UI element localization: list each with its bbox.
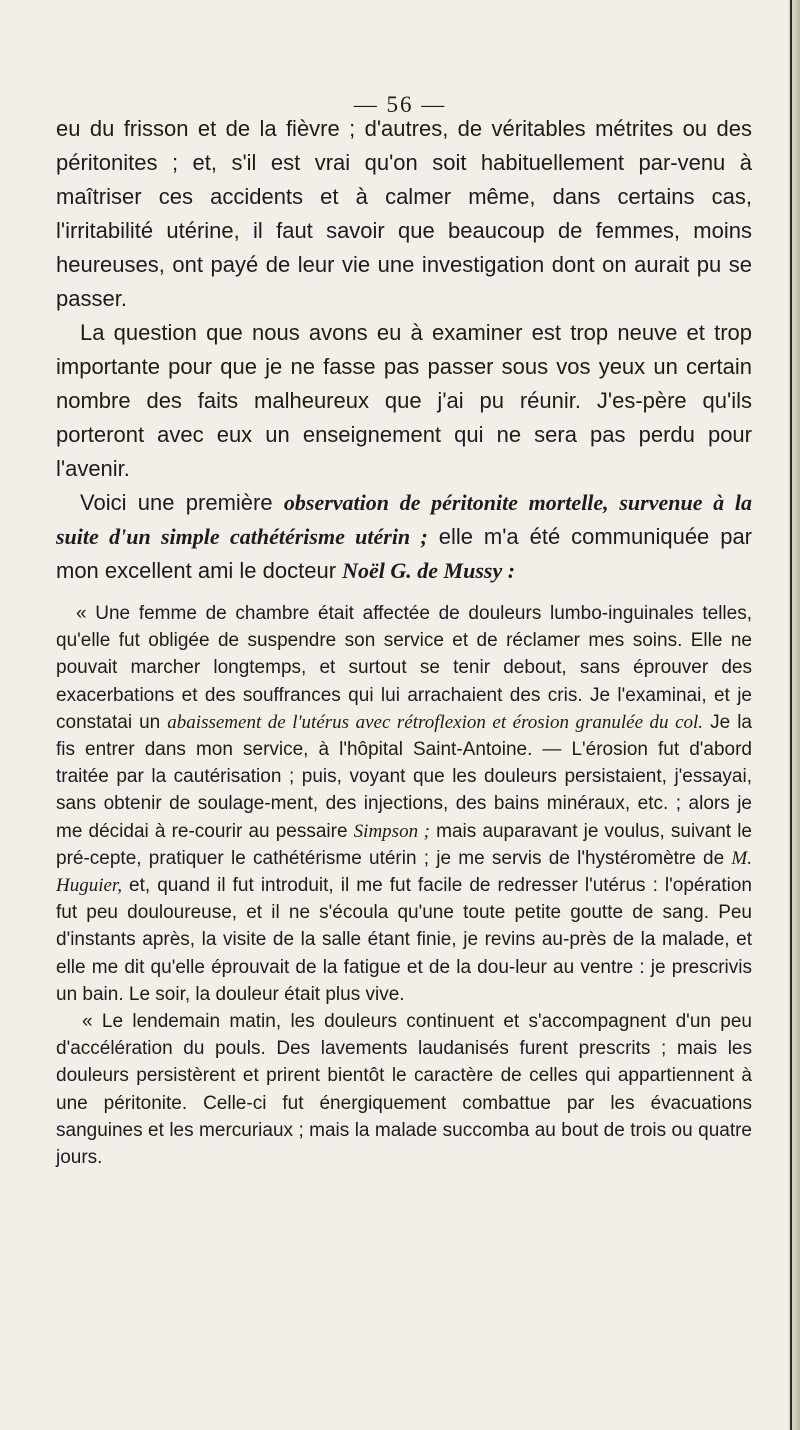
quote-paragraph-1: [56, 600, 752, 1008]
doctor-name: Noël G. de Mussy :: [342, 558, 516, 583]
pessary-name: Simpson ;: [353, 820, 431, 842]
page-body: [56, 112, 752, 1171]
observation-title: observation de péritonite mortelle, survenue à la suite d'un simple cathétérisme utérin ;: [56, 490, 752, 549]
text-run: Voici une première: [80, 490, 284, 515]
intro-text: [56, 112, 752, 588]
page-number: — 56 —: [353, 92, 447, 117]
paragraph-question: La question que nous avons eu à examiner est trop neuve et trop importante pour que je ne fasse pas passer sous vos yeux un certain nombre des faits malheureux que j'ai pu réunir. J'es-père qu'ils porteront avec eux un enseignement qui ne sera pas perdu pour l'avenir.: [56, 320, 752, 481]
text-run: Je la fis entrer dans mon service, à l'hôpital Saint-Antoine. — L'érosion fut d'abord traitée par la cautérisation ; puis, voyant que les douleurs persistaient, j'essayai, sans obtenir de soulage-ment, des injections, des bains minéraux, etc. ; alors je me décidai à re-courir au pessaire: [56, 711, 752, 842]
paragraph-continuation: eu du frisson et de la fièvre ; d'autres, de véritables métrites ou des péritonites ; et, s'il est vrai qu'on soit habituellement par-venu à maîtriser ces accidents et à calmer même, dans certains cas, l'irritabilité utérine, il faut savoir que beaucoup de femmes, moins heureuses, ont payé de leur vie une investigation dont on aurait pu se passer.: [56, 116, 752, 311]
huguier-name: M. Huguier,: [56, 847, 752, 897]
text-run: « Une femme de chambre était affectée de douleurs lumbo-inguinales telles, qu'elle fut obligée de suspendre son service et de réclamer mes soins. Elle ne pouvait marcher longtemps, et surtout se tenir debout, sans éprouver des exacerbations et des souffrances qui lui arrachaient des cris. Je l'examinai, et je constatai un: [56, 603, 752, 733]
text-run: et, quand il fut introduit, il me fut facile de redresser l'utérus : l'opération fut peu douloureuse, et il ne s'écoula qu'une toute petite goutte de sang. Peu d'instants après, la visite de la salle étant finie, je revins au-près de la malade, et elle me dit qu'elle éprouvait de la fatigue et de la dou-leur au ventre : je prescrivis un bain. Le soir, la douleur était plus vive.: [56, 875, 752, 1005]
text-run: mais auparavant je voulus, suivant le pré-cepte, pratiquer le cathétérisme utérin ; je me servis de l'hystéromètre de: [56, 820, 752, 869]
text-run: elle m'a été communiquée par mon excellent ami le docteur: [56, 524, 753, 583]
page-edge: [788, 0, 800, 1430]
quote-paragraph-2: « Le lendemain matin, les douleurs continuent et s'accompagnent d'un peu d'accélération du pouls. Des lavements laudanisés furent prescrits ; mais les douleurs persistèrent et prirent bientôt le caractère de celles qui appartiennent à une péritonite. Celle-ci fut énergiquement combattue par les évacuations sanguines et les mercuriaux ; mais la malade succomba au bout de trois ou quatre jours.: [56, 1011, 752, 1169]
quoted-observation: [56, 600, 752, 1171]
diagnosis-italic: abaissement de l'utérus avec rétroflexion et érosion granulée du col.: [167, 711, 704, 733]
paragraph-observation-intro: [56, 486, 752, 588]
